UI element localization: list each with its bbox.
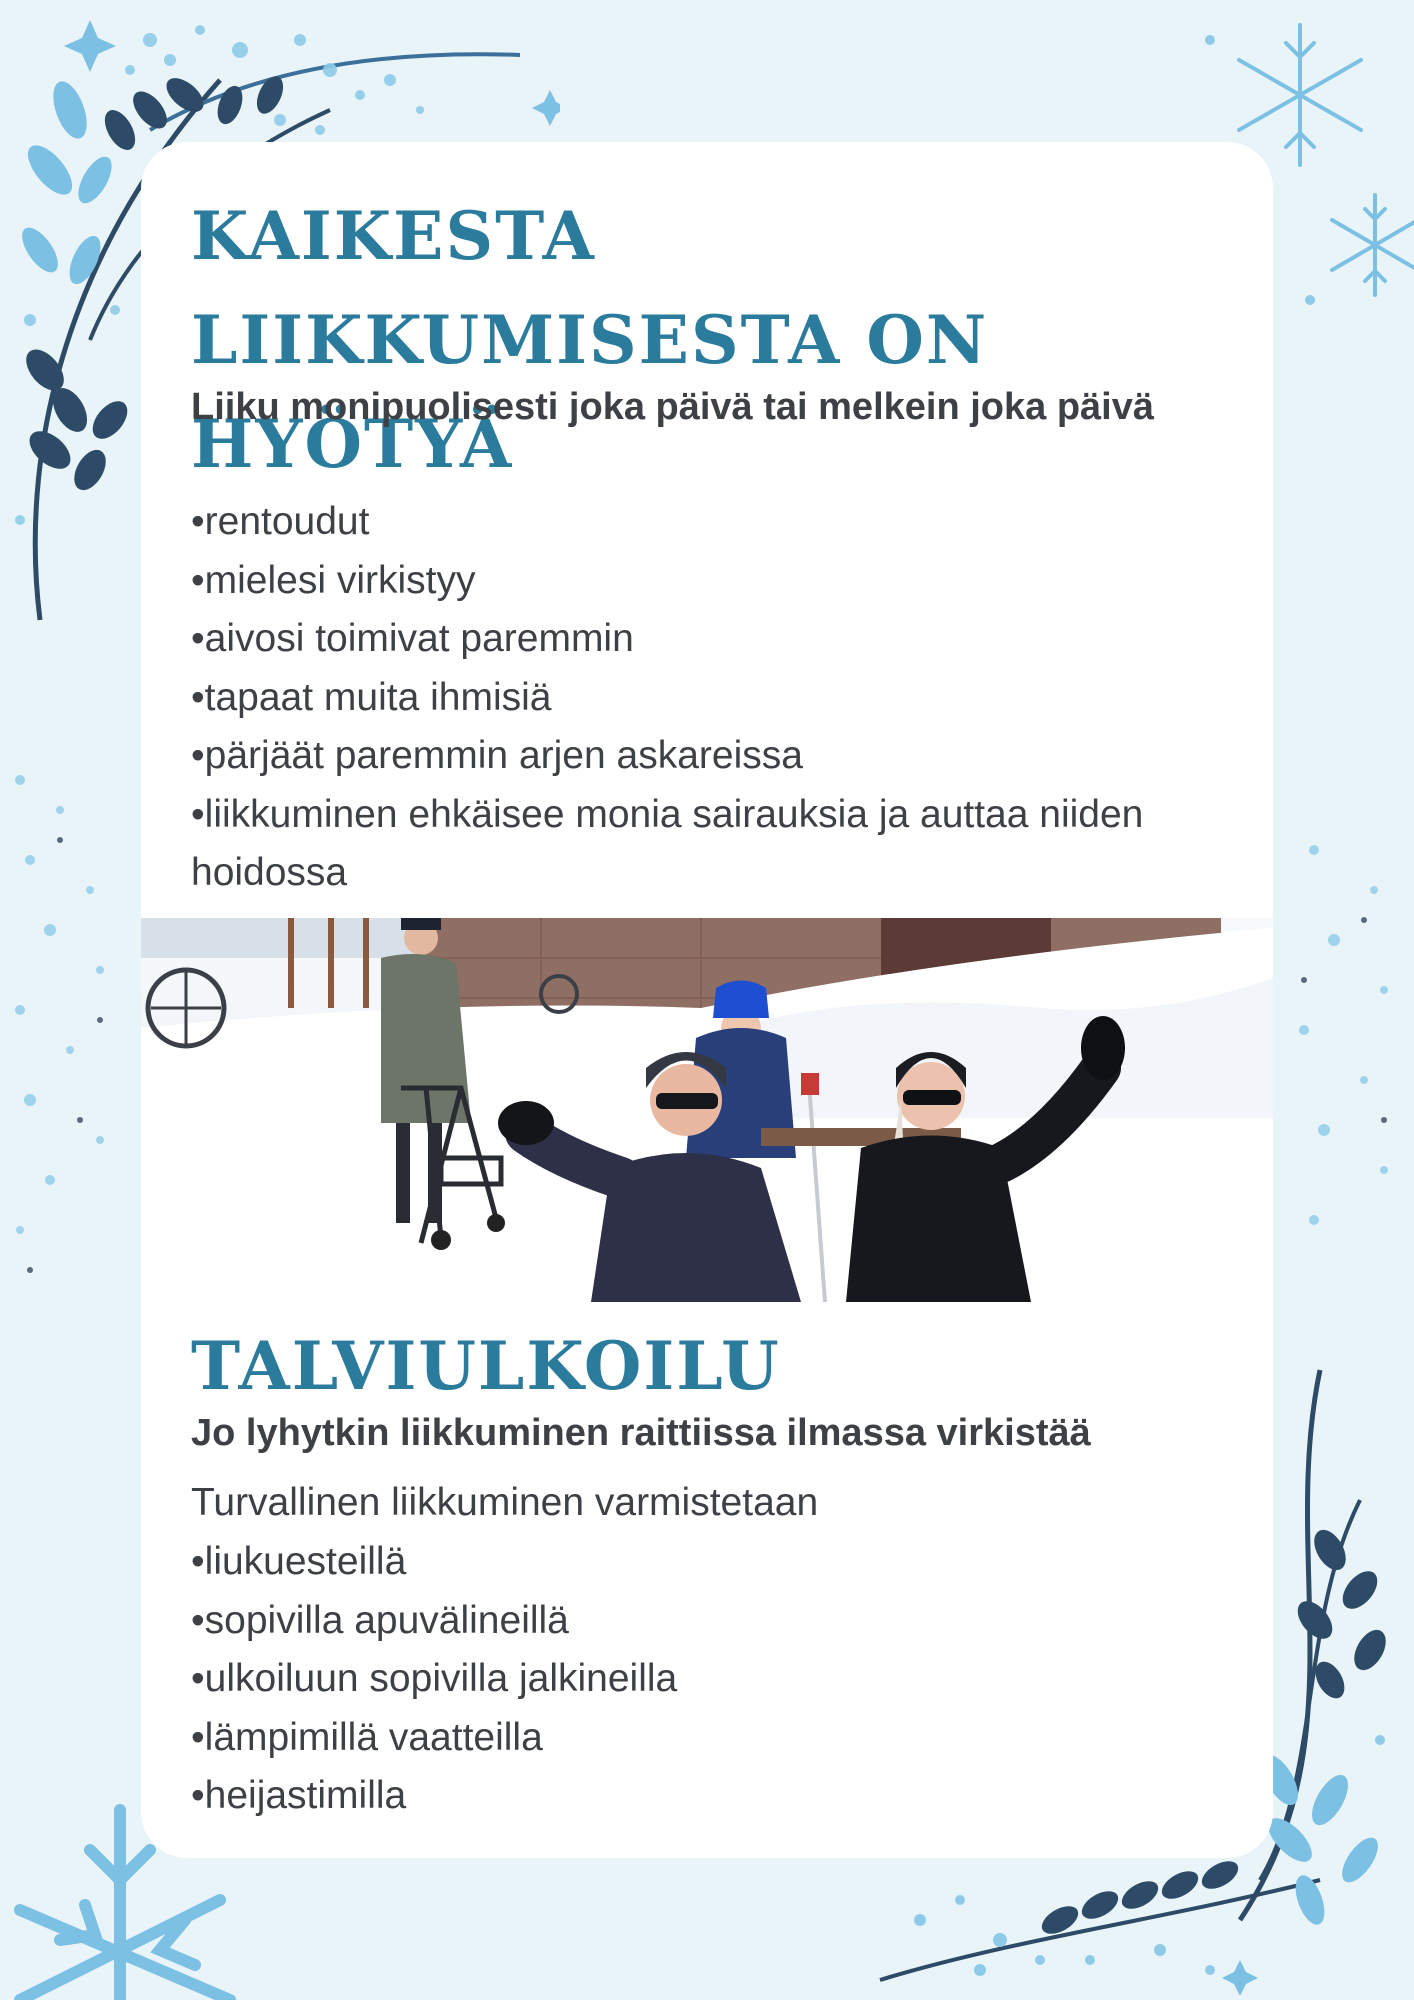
list-item: • sopivilla apuvälineillä: [191, 1592, 1231, 1651]
subheading-move-daily: Liiku monipuolisesti joka päivä tai melkein joka päivä: [191, 386, 1154, 428]
list-item: • ulkoiluun sopivilla jalkineilla: [191, 1650, 1231, 1709]
list-item: • heijastimilla: [191, 1767, 1231, 1826]
winter-walk-photo: [141, 918, 1273, 1302]
heading-winter-outdoor: TALVIULKOILU: [191, 1327, 781, 1405]
safety-intro-text: Turvallinen liikkuminen varmistetaan: [191, 1481, 819, 1524]
list-item: • mielesi virkistyy: [191, 552, 1231, 611]
list-item: • liukuesteillä: [191, 1533, 1231, 1592]
right-snow-dots-decoration: [1274, 820, 1414, 1300]
safety-list: [191, 1533, 1231, 1826]
list-item: • lämpimillä vaatteilla: [191, 1709, 1231, 1768]
list-item: • liikkuminen ehkäisee monia sairauksia ja auttaa niiden hoidossa: [191, 786, 1231, 903]
list-item: • tapaat muita ihmisiä: [191, 669, 1231, 728]
subheading-fresh-air: Jo lyhytkin liikkuminen raittiissa ilmassa virkistää: [191, 1412, 1091, 1454]
heading-benefits-of-exercise: KAIKESTA LIIKKUMISESTA ON HYÖTYÄ: [191, 197, 989, 483]
list-item: • aivosi toimivat paremmin: [191, 610, 1231, 669]
list-item: • rentoudut: [191, 493, 1231, 552]
left-snow-dots-decoration: [0, 760, 140, 1280]
content-card: [141, 142, 1273, 1858]
list-item: • pärjäät paremmin arjen askareissa: [191, 727, 1231, 786]
benefits-list: [191, 493, 1231, 903]
